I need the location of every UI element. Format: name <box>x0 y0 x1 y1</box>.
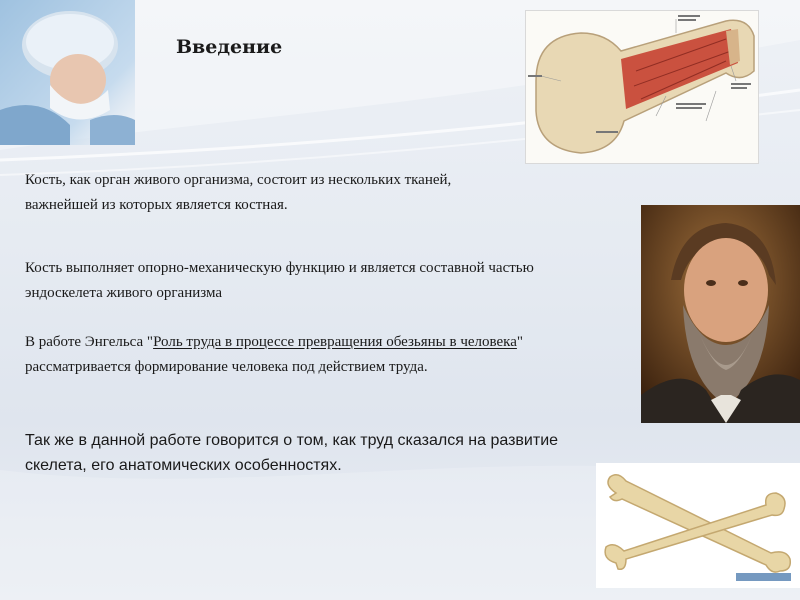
bone-anatomy-diagram <box>525 10 759 164</box>
paragraph-skeleton-development: Так же в данной работе говорится о том, как труд сказался на развитие скелета, его анатомических особенностях. <box>25 432 559 474</box>
engels-text-suffix: " рассматривается формирование человека под действием труда. <box>25 334 524 375</box>
engels-portrait <box>641 205 800 423</box>
slide-title: Введение <box>176 36 283 58</box>
paragraph-bone-function: Кость выполняет опорно-механическую функцию и является составной частью эндоскелета живого организма <box>25 260 534 301</box>
paragraph-engels-work <box>25 330 615 380</box>
bone-anatomy-illustration <box>526 11 758 163</box>
engels-text-prefix: В работе Энгельса " <box>25 334 154 350</box>
crossed-bones-illustration <box>596 463 800 588</box>
paragraph-bone-organ: Кость, как орган живого организма, состоит из нескольких тканей, важнейшей из которых является костная. <box>25 172 452 213</box>
engels-work-title-link[interactable]: Роль труда в процессе превращения обезьяны в человека <box>153 334 517 350</box>
surgeon-photo <box>0 0 135 145</box>
crossed-bones-photo <box>596 463 800 588</box>
